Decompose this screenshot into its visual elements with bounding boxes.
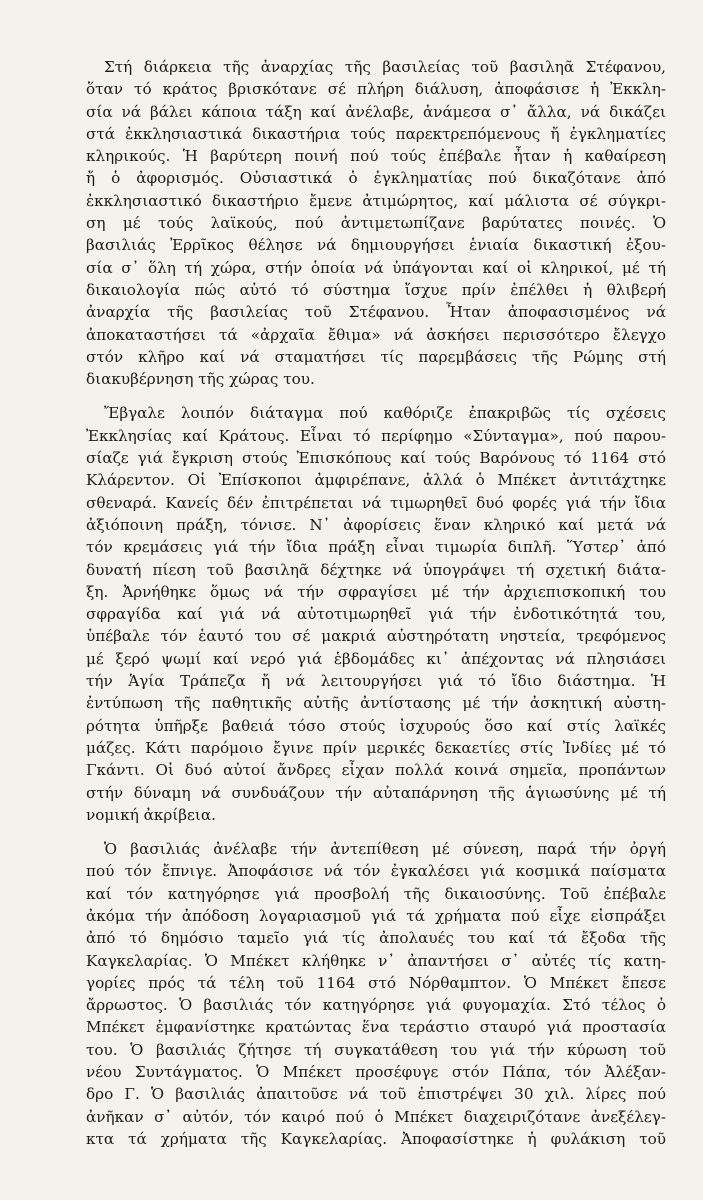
text-line: ση μέ τούς λαϊκούς, πού ἀντιμετωπίζανε βαρύτατες ποινές. Ὁ xyxy=(86,214,666,233)
text-line: Ἔβγαλε λοιπόν διάταγμα πού καθόριζε ἐπακριβῶς τίς σχέσεις xyxy=(104,404,666,423)
text-line: μέ ξερό ψωμί καί νερό γιά ἑβδομάδες κι᾿ ἀπέχοντας νά πλησιάσει xyxy=(86,649,666,668)
text-line: κληρικούς. Ἡ βαρύτερη ποινή πού τούς ἐπέβαλε ἦταν ἡ καθαίρεση xyxy=(86,147,666,166)
text-line: ὑπέβαλε τόν ἑαυτό του σέ μακριά αὐστηρότατη νηστεία, τρεφόμενος xyxy=(86,627,666,646)
text-line: διακυβέρνηση τῆς χώρας του. xyxy=(86,370,315,389)
paragraph-spacer xyxy=(86,390,666,402)
paragraph-1 xyxy=(86,56,666,390)
text-line: Ὁ βασιλιάς ἀνέλαβε τήν ἀντεπίθεση μέ σύνεση, παρά τήν ὀργή xyxy=(104,840,666,859)
text-line: ξη. Ἀρνήθηκε ὅμως νά τήν σφραγίσει μέ τήν ἀρχιεπισκοπική του xyxy=(86,582,666,601)
text-line: ἀπό τό δημόσιο ταμεῖο γιά τίς ἀπολαυές του καί τά ἔξοδα τῆς xyxy=(86,929,666,948)
text-line: τήν Ἁγία Τράπεζα ἤ νά λειτουργήσει γιά τό ἴδιο διάστημα. Ἡ xyxy=(86,672,666,691)
paragraph-3 xyxy=(86,838,666,1150)
text-line: Μπέκετ ἐμφανίστηκε κρατώντας ἕνα τεράστιο σταυρό γιά προστασία xyxy=(86,1018,666,1037)
text-line: ἐντύπωση τῆς παθητικῆς αὐτῆς ἀντίστασης μέ τήν ἀσκητική αὐστη- xyxy=(86,694,666,713)
text-line: ὅταν τό κράτος βρισκότανε σέ πλήρη διάλυση, ἀποφάσισε ἡ Ἐκκλη- xyxy=(86,80,666,99)
text-line: σθεναρά. Κανείς δέν ἐπιτρέπεται νά τιμωρηθεῖ δυό φορές γιά τήν ἴδια xyxy=(86,493,666,512)
text-line: σία σ᾿ ὅλη τή χώρα, στήν ὁποία νά ὑπάγονται καί οἱ κληρικοί, μέ τή xyxy=(86,258,666,277)
document-page xyxy=(86,56,666,1150)
text-line: Κλάρεντον. Οἱ Ἐπίσκοποι ἀμφιρέπανε, ἀλλά ὁ Μπέκετ ἀντιτάχτηκε xyxy=(86,471,666,490)
text-line: ἀνῆκαν σ᾿ αὐτόν, τόν καιρό πού ὁ Μπέκετ διαχειριζότανε ἀνεξέλεγ- xyxy=(86,1107,666,1126)
text-line: στά ἐκκλησιαστικά δικαστήρια τούς παρεκτρεπόμενους ἤ ἐγκληματίες xyxy=(86,124,666,143)
text-line: Γκάντι. Οἱ δυό αὐτοί ἄνδρες εἶχαν πολλά κοινά σημεῖα, προπάντων xyxy=(86,761,666,780)
text-line: δικαιολογία πώς αὐτό τό σύστημα ἴσχυε πρίν ἐπέλθει ἡ θλιβερή xyxy=(86,280,666,299)
text-line: ἤ ὁ ἀφορισμός. Οὐσιαστικά ὁ ἐγκληματίας πού δικαζότανε ἀπό xyxy=(86,169,666,188)
text-line: κτα τά χρήματα τῆς Καγκελαρίας. Ἀποφασίστηκε ἡ φυλάκιση τοῦ xyxy=(86,1129,666,1148)
paragraph-2 xyxy=(86,402,666,826)
text-line: ἀξιόποινη πράξη, τόνισε. Ν᾿ ἀφορίσεις ἕναν κληρικό καί μετά νά xyxy=(86,515,666,534)
text-line: σφραγίδα καί γιά νά αὐτοτιμωρηθεῖ γιά τήν ἐνδοτικότητά του, xyxy=(86,605,666,624)
text-line: ρότητα ὑπῆρξε βαθειά τόσο στούς ἰσχυρούς ὅσο καί στίς λαϊκές xyxy=(86,716,666,735)
text-line: σίαζε γιά ἔγκριση στούς Ἐπισκόπους καί τούς Βαρόνους τό 1164 στό xyxy=(86,449,666,468)
text-line: Στή διάρκεια τῆς ἀναρχίας τῆς βασιλείας τοῦ βασιληᾶ Στέφανου, xyxy=(104,58,666,76)
text-line: νομική ἀκρίβεια. xyxy=(86,805,216,824)
text-line: ἄρρωστος. Ὁ βασιλιάς τόν κατηγόρησε γιά φυγομαχία. Στό τέλος ὁ xyxy=(86,996,666,1015)
text-line: τόν κρεμάσεις γιά τήν ἴδια πράξη εἶναι τιμωρία διπλῆ. Ὕστερ᾿ ἀπό xyxy=(86,538,666,557)
text-line: σία νά βάλει κάποια τάξη καί ἀνέλαβε, ἀνάμεσα σ᾿ ἄλλα, νά δικάζει xyxy=(86,102,666,121)
text-line: Καγκελαρίας. Ὁ Μπέκετ κλήθηκε ν᾿ ἀπαντήσει σ᾿ αὐτές τίς κατη- xyxy=(86,951,666,970)
text-line: μάζες. Κάτι παρόμοιο ἔγινε πρίν μερικές δεκαετίες στίς Ἰνδίες μέ τό xyxy=(86,738,666,757)
text-line: στήν δύναμη νά συνδυάζουν τήν αὐταπάρνηση τῆς ἁγιωσύνης μέ τή xyxy=(86,783,666,802)
paragraph-spacer xyxy=(86,826,666,838)
text-line: Ἐκκλησίας καί Κράτους. Εἶναι τό περίφημο «Σύνταγμα», πού παρου- xyxy=(86,426,666,445)
text-line: στόν κλῆρο καί νά σταματήσει τίς παρεμβάσεις τῆς Ρώμης στή xyxy=(86,347,666,366)
text-line: βασιλιάς Ἐρρῖκος θέλησε νά δημιουργήσει ἑνιαία δικαστική ἐξου- xyxy=(86,236,666,255)
text-line: δυνατή πίεση τοῦ βασιληᾶ δέχτηκε νά ὑπογράψει τή σχετική διάτα- xyxy=(86,560,666,579)
text-line: πού τόν ἔπνιγε. Ἀποφάσισε νά τόν ἐγκαλέσει γιά κοσμικά παίσματα xyxy=(86,862,666,881)
text-line: ἀναρχία τῆς βασιλείας τοῦ Στέφανου. Ἦταν ἀποφασισμένος νά xyxy=(86,303,666,322)
text-line: νέου Συντάγματος. Ὁ Μπέκετ προσέφυγε στόν Πάπα, τόν Ἀλέξαν- xyxy=(86,1063,666,1082)
text-line: του. Ὁ βασιλιάς ζήτησε τή συγκατάθεση του γιά τήν κύρωση τοῦ xyxy=(86,1040,666,1059)
text-line: γορίες πρός τά τέλη τοῦ 1164 στό Νόρθαμπτον. Ὁ Μπέκετ ἔπεσε xyxy=(86,973,666,992)
text-line: καί τόν κατηγόρησε γιά προσβολή τῆς δικαιοσύνης. Τοῦ ἐπέβαλε xyxy=(86,884,666,903)
text-line: ἐκκλησιαστικό δικαστήριο ἔμενε ἀτιμώρητος, καί μάλιστα σέ σύγκρι- xyxy=(86,191,666,210)
text-line: δρο Γ. Ὁ βασιλιάς ἀπαιτοῦσε νά τοῦ ἐπιστρέψει 30 χιλ. λίρες πού xyxy=(86,1085,666,1104)
text-line: ἀκόμα τήν ἀπόδοση λογαριασμοῦ γιά τά χρήματα πού εἶχε εἰσπράξει xyxy=(86,906,666,925)
text-line: ἀποκαταστήσει τά «ἀρχαῖα ἔθιμα» νά ἀσκήσει περισσότερο ἔλεγχο xyxy=(86,325,666,344)
